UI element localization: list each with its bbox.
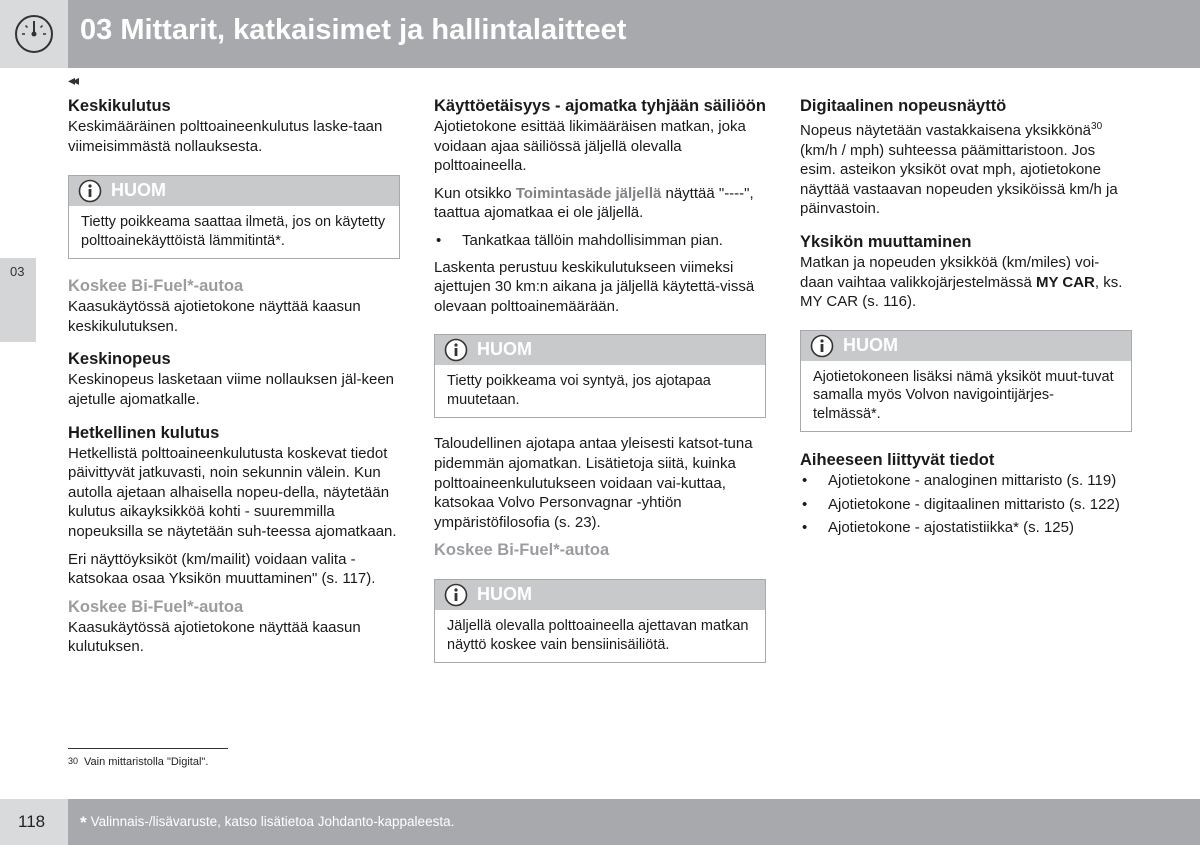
section-title-keskinopeus: Keskinopeus <box>68 350 171 369</box>
chapter-title: 03 Mittarit, katkaisimet ja hallintalaitteet <box>80 14 627 46</box>
column-2 <box>434 96 766 663</box>
note-header <box>435 580 765 610</box>
note-label: HUOM <box>477 584 532 605</box>
section-title-keskikulutus: Keskikulutus <box>68 97 171 115</box>
chapter-icon-box <box>0 0 68 68</box>
section-text-yksikot: Eri näyttöyksiköt (km/mailit) voidaan valita - katsokaa osaa Yksikön muuttaminen" (s. 117). <box>68 550 376 588</box>
section-title-digitaalinen-nopeusnaytto: Digitaalinen nopeusnäyttö <box>800 97 1007 115</box>
section-text-kayttoetaisyys: Ajotietokone esittää likimääräisen matkan, joka voidaan ajaa säiliössä jäljellä olevalla polttoaineella. <box>434 118 746 175</box>
note-header <box>801 331 1131 361</box>
section-text-hetkellinen-kulutus: Hetkellistä polttoaineenkulutusta koskevat tiedot päivittyvät jatkuvasti, noin sekunnin välein. Kun autolla ajetaan alhaisella nopeu-della, näytetään kulutus aikayksikköä kohti - suuremmilla nopeuksilla se näytetään suh-teessa ajomatkaan. <box>68 444 397 540</box>
my-car-menu-label: MY CAR <box>1035 273 1095 291</box>
related-link[interactable]: • Ajotietokone - ajostatistiikka* (s. 125) <box>800 518 1132 538</box>
bifuel-title: Koskee Bi-Fuel*-autoa <box>434 541 610 560</box>
gauge-icon <box>14 14 54 54</box>
bifuel-text: Kaasukäytössä ajotietokone näyttää kaasun keskikulutuksen. <box>68 298 361 335</box>
note-text: Ajotietokoneen lisäksi nämä yksiköt muut-tuvat samalla myös Volvon navigointijärjes-telmässä*. <box>813 368 1114 422</box>
list-item: • Tankatkaa tällöin mahdollisimman pian. <box>434 231 766 251</box>
related-link[interactable]: • Ajotietokone - digitaalinen mittaristo (s. 122) <box>800 495 1132 515</box>
page-number-box <box>0 799 68 845</box>
related-link[interactable]: • Ajotietokone - analoginen mittaristo (s. 119) <box>800 471 1132 491</box>
bifuel-title: Koskee Bi-Fuel*-autoa <box>68 277 244 296</box>
info-icon <box>443 338 469 362</box>
section-title-yksikon-muuttaminen: Yksikön muuttaminen <box>800 232 972 251</box>
related-info-title: Aiheeseen liittyvät tiedot <box>800 451 995 470</box>
chapter-side-tab-label: 03 <box>10 264 25 279</box>
note-header <box>435 335 765 365</box>
footnote-ref[interactable]: 30 <box>1091 121 1103 132</box>
bifuel-title: Koskee Bi-Fuel*-autoa <box>68 597 244 616</box>
note-header <box>69 176 399 206</box>
note-text: Tietty poikkeama voi syntyä, jos ajotapaa muutetaan. <box>447 373 711 408</box>
section-text-toimintasade: Kun otsikko Toimintasäde jäljellä näyttää "----", taattua ajomatkaa ei ole jäljellä. <box>434 184 754 222</box>
note-text: Jäljellä olevalla polttoaineella ajettavan matkan näyttö koskee vain bensiinisäiliötä. <box>447 618 749 653</box>
column-3 <box>800 96 1132 538</box>
note-box <box>800 330 1132 433</box>
note-box <box>434 334 766 418</box>
chapter-header <box>0 0 1200 68</box>
column-1 <box>68 96 400 657</box>
info-icon <box>77 179 103 203</box>
section-text-digitaalinen-nopeusnaytto: Nopeus näytetään vastakkaisena yksikkönä$^{30}$ (km/h / mph) suhteessa päämittaristoon. Jos esim. asteikon yksiköt ovat mph, ajotietokone näyttää vastaavan nopeuden yksiköissä km/h ja päinvastoin. <box>800 121 1118 218</box>
footnote: $^{30}$ Vain mittaristolla "Digital". <box>68 756 209 768</box>
note-box <box>68 175 400 259</box>
footer-note: * Valinnais-/lisävaruste, katso lisätietoa Johdanto-kappaleesta. <box>80 813 455 832</box>
footnote-divider <box>68 748 228 749</box>
note-label: HUOM <box>111 180 166 201</box>
section-title-hetkellinen-kulutus: Hetkellinen kulutus <box>68 423 220 442</box>
info-icon <box>443 583 469 607</box>
chapter-side-tab <box>0 258 36 342</box>
note-box <box>434 579 766 663</box>
page-footer <box>0 799 1200 845</box>
back-arrows-icon[interactable]: ◂◂ <box>68 72 77 88</box>
toimintasade-link[interactable]: Toimintasäde jäljellä <box>515 184 662 202</box>
section-text-keskikulutus: Keskimääräinen polttoaineenkulutus laske-taan viimeisimmästä nollauksesta. <box>68 118 383 155</box>
section-title-kayttoetaisyys: Käyttöetäisyys - ajomatka tyhjään säiliöön <box>434 97 766 115</box>
page-number: 118 <box>18 812 46 831</box>
bifuel-text: Kaasukäytössä ajotietokone näyttää kaasun kulutuksen. <box>68 618 361 656</box>
note-label: HUOM <box>843 334 898 355</box>
info-icon <box>809 334 835 358</box>
section-text-keskinopeus: Keskinopeus lasketaan viime nollauksen jäl-keen ajetulle ajomatkalle. <box>68 371 395 408</box>
star-icon: * <box>80 813 87 832</box>
note-label: HUOM <box>477 339 532 360</box>
section-text-taloudellinen: Taloudellinen ajotapa antaa yleisesti katsot-tuna pidemmän ajomatkan. Lisätietoja siitä, kuinka polttoaineenkulutukseen voidaan vai-kuttaa, katsokaa Volvo Personvagnar -yhtiön ympäristöfilosofia (s. 23). <box>434 435 753 531</box>
note-text: Tietty poikkeama saattaa ilmetä, jos on käytetty polttoainekäyttöistä lämmitintä*. <box>81 214 386 249</box>
section-text-yksikon-muuttaminen: Matkan ja nopeuden yksikköä (km/miles) voi-daan vaihtaa valikkojärjestelmässä MY CAR, ks. MY CAR (s. 116). <box>800 253 1123 311</box>
section-text-laskenta: Laskenta perustuu keskikulutukseen viimeksi ajettujen 30 km:n aikana ja jäljellä käytettä-vissä olevaan polttoainemäärään. <box>434 258 755 315</box>
